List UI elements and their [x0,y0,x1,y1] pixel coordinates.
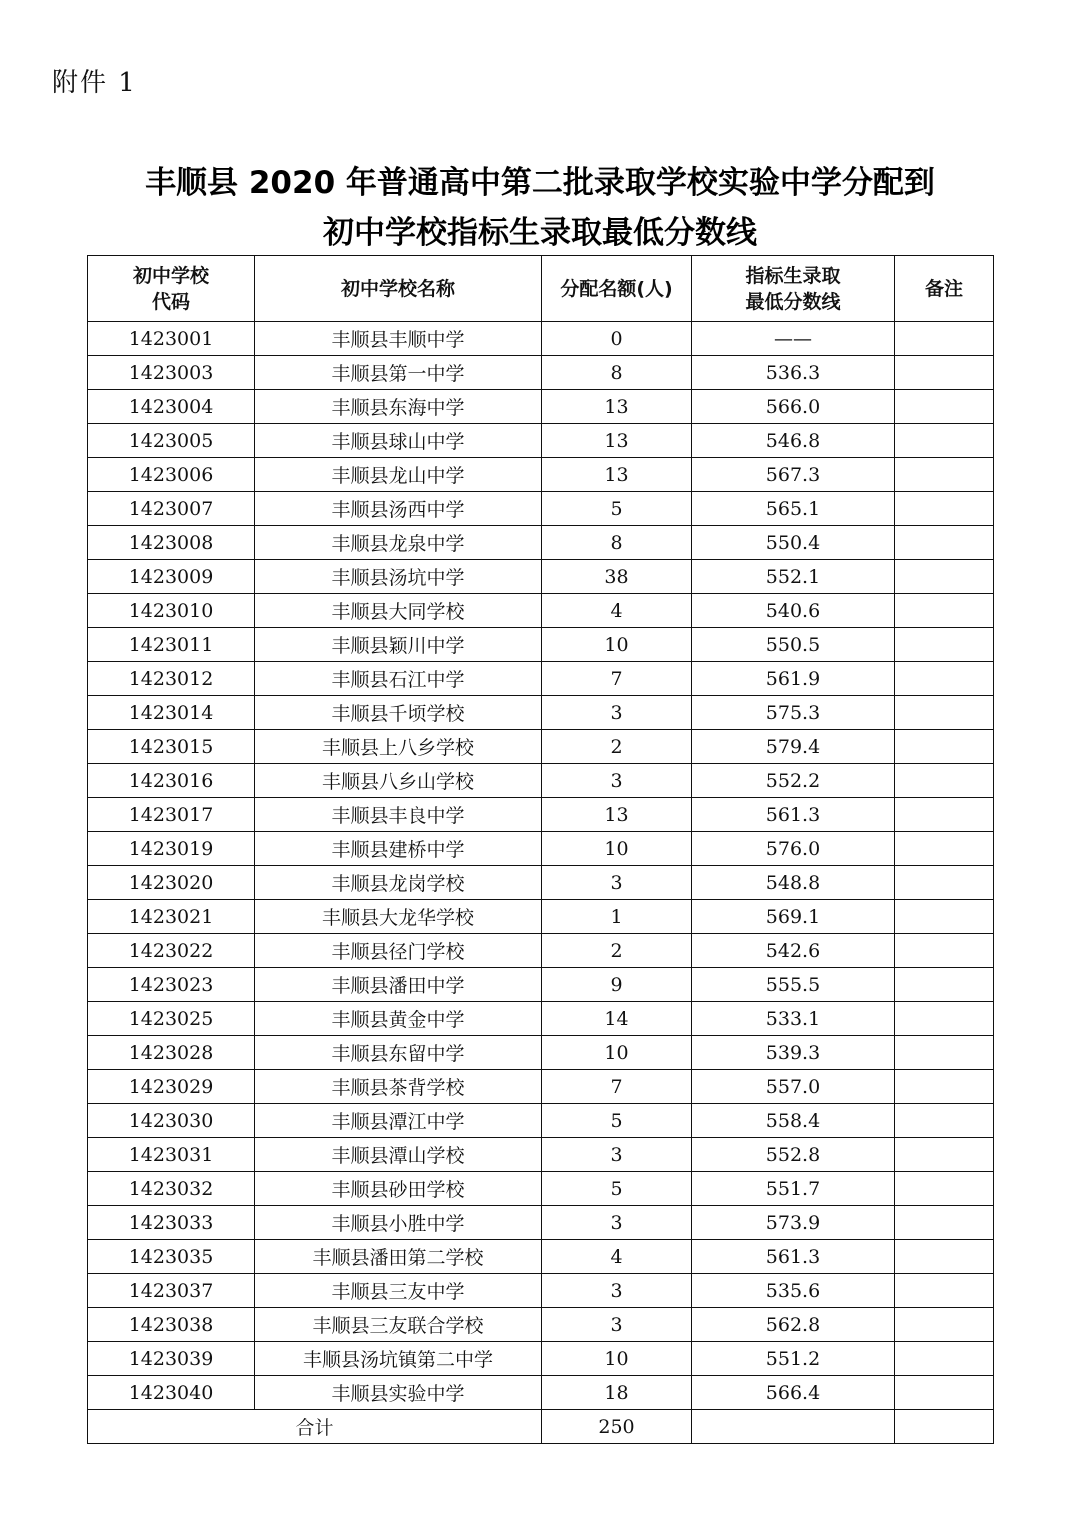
cell-min-score: 552.8 [692,1138,895,1172]
cell-min-score: 552.1 [692,560,895,594]
cell-min-score: 561.3 [692,1240,895,1274]
cell-quota: 9 [542,968,692,1002]
cell-min-score: 555.5 [692,968,895,1002]
table-row [88,492,994,526]
cell-quota: 8 [542,526,692,560]
cell-quota: 0 [542,322,692,356]
header-min-score-line1: 指标生录取 [745,264,841,287]
cell-remark [895,458,994,492]
table-row [88,968,994,1002]
cell-school-code: 1423005 [88,424,255,458]
cell-school-name: 丰顺县龙泉中学 [255,526,542,560]
table-row [88,1172,994,1206]
total-score [692,1410,895,1444]
cell-school-name: 丰顺县丰顺中学 [255,322,542,356]
cell-school-name: 丰顺县千顷学校 [255,696,542,730]
cell-remark [895,322,994,356]
cell-min-score: 579.4 [692,730,895,764]
table-row [88,1206,994,1240]
cell-min-score: 533.1 [692,1002,895,1036]
header-school-code-line1: 初中学校 [132,264,209,287]
cell-quota: 13 [542,424,692,458]
cell-remark [895,1376,994,1410]
cell-school-name: 丰顺县石江中学 [255,662,542,696]
cell-remark [895,696,994,730]
table-header-row [88,256,994,322]
cell-school-code: 1423006 [88,458,255,492]
cell-quota: 3 [542,1308,692,1342]
total-quota: 250 [542,1410,692,1444]
cell-quota: 5 [542,492,692,526]
cell-min-score: 539.3 [692,1036,895,1070]
cell-min-score: 562.8 [692,1308,895,1342]
cell-quota: 4 [542,594,692,628]
table-row [88,934,994,968]
cell-quota: 2 [542,934,692,968]
cell-quota: 3 [542,1138,692,1172]
table-row [88,390,994,424]
cell-school-code: 1423012 [88,662,255,696]
cell-min-score: 550.4 [692,526,895,560]
cell-remark [895,526,994,560]
cell-quota: 13 [542,390,692,424]
cell-school-code: 1423019 [88,832,255,866]
cell-school-code: 1423011 [88,628,255,662]
cell-min-score: 551.2 [692,1342,895,1376]
cell-remark [895,1172,994,1206]
cell-school-code: 1423017 [88,798,255,832]
cell-min-score: 565.1 [692,492,895,526]
cell-remark [895,424,994,458]
cell-school-name: 丰顺县龙岗学校 [255,866,542,900]
document-title-line2: 初中学校指标生录取最低分数线 [323,215,757,251]
cell-min-score: 566.0 [692,390,895,424]
cell-min-score: 557.0 [692,1070,895,1104]
cell-school-code: 1423038 [88,1308,255,1342]
cell-school-name: 丰顺县黄金中学 [255,1002,542,1036]
table-row [88,764,994,798]
cell-school-name: 丰顺县第一中学 [255,356,542,390]
cell-quota: 7 [542,1070,692,1104]
cell-school-name: 丰顺县小胜中学 [255,1206,542,1240]
table-row [88,1002,994,1036]
cell-remark [895,1206,994,1240]
cell-school-name: 丰顺县颖川中学 [255,628,542,662]
table-row [88,798,994,832]
table-row [88,832,994,866]
cell-remark [895,764,994,798]
score-table [87,255,994,1444]
cell-quota: 5 [542,1172,692,1206]
cell-min-score: 535.6 [692,1274,895,1308]
cell-school-name: 丰顺县东留中学 [255,1036,542,1070]
cell-remark [895,730,994,764]
table-row [88,1070,994,1104]
table-row [88,356,994,390]
cell-school-name: 丰顺县建桥中学 [255,832,542,866]
table-row [88,1308,994,1342]
cell-quota: 4 [542,1240,692,1274]
cell-min-score: 575.3 [692,696,895,730]
table-row [88,1240,994,1274]
cell-school-name: 丰顺县大龙华学校 [255,900,542,934]
cell-remark [895,1274,994,1308]
cell-remark [895,1070,994,1104]
header-min-score-line2: 最低分数线 [745,290,841,313]
table-row [88,696,994,730]
cell-remark [895,492,994,526]
cell-school-name: 丰顺县汤西中学 [255,492,542,526]
cell-quota: 10 [542,1342,692,1376]
cell-school-name: 丰顺县潭江中学 [255,1104,542,1138]
total-remark [895,1410,994,1444]
table-row [88,322,994,356]
cell-school-name: 丰顺县潘田第二学校 [255,1240,542,1274]
cell-school-code: 1423029 [88,1070,255,1104]
cell-remark [895,1308,994,1342]
cell-school-code: 1423031 [88,1138,255,1172]
cell-school-name: 丰顺县三友中学 [255,1274,542,1308]
cell-remark [895,560,994,594]
cell-school-name: 丰顺县八乡山学校 [255,764,542,798]
cell-school-code: 1423001 [88,322,255,356]
cell-quota: 3 [542,1206,692,1240]
cell-remark [895,968,994,1002]
cell-remark [895,390,994,424]
table-row [88,662,994,696]
cell-school-code: 1423014 [88,696,255,730]
cell-remark [895,628,994,662]
cell-remark [895,662,994,696]
cell-remark [895,1240,994,1274]
cell-remark [895,1104,994,1138]
cell-school-code: 1423007 [88,492,255,526]
cell-remark [895,1002,994,1036]
cell-quota: 10 [542,832,692,866]
header-remark: 备注 [895,256,994,322]
cell-min-score: 573.9 [692,1206,895,1240]
cell-quota: 14 [542,1002,692,1036]
header-school-code-line2: 代码 [151,290,190,313]
cell-min-score: 558.4 [692,1104,895,1138]
cell-school-code: 1423040 [88,1376,255,1410]
header-school-code [88,256,255,322]
cell-min-score: 552.2 [692,764,895,798]
table-row [88,866,994,900]
cell-school-code: 1423032 [88,1172,255,1206]
cell-remark [895,900,994,934]
cell-school-code: 1423003 [88,356,255,390]
cell-remark [895,1036,994,1070]
cell-quota: 13 [542,458,692,492]
cell-school-name: 丰顺县茶背学校 [255,1070,542,1104]
cell-school-name: 丰顺县实验中学 [255,1376,542,1410]
cell-school-code: 1423020 [88,866,255,900]
header-school-name: 初中学校名称 [255,256,542,322]
cell-school-name: 丰顺县汤坑中学 [255,560,542,594]
cell-school-code: 1423021 [88,900,255,934]
table-row [88,424,994,458]
total-row [88,1410,994,1444]
cell-remark [895,356,994,390]
cell-quota: 3 [542,1274,692,1308]
cell-min-score: 561.3 [692,798,895,832]
table-row [88,594,994,628]
table-row [88,526,994,560]
cell-school-code: 1423015 [88,730,255,764]
cell-remark [895,798,994,832]
cell-min-score: 548.8 [692,866,895,900]
cell-quota: 7 [542,662,692,696]
cell-school-name: 丰顺县龙山中学 [255,458,542,492]
cell-school-code: 1423039 [88,1342,255,1376]
cell-remark [895,1138,994,1172]
cell-min-score: —— [692,322,895,356]
cell-school-name: 丰顺县丰良中学 [255,798,542,832]
cell-remark [895,934,994,968]
cell-school-name: 丰顺县汤坑镇第二中学 [255,1342,542,1376]
cell-school-code: 1423009 [88,560,255,594]
cell-remark [895,1342,994,1376]
cell-quota: 38 [542,560,692,594]
cell-school-code: 1423033 [88,1206,255,1240]
cell-min-score: 542.6 [692,934,895,968]
table-row [88,458,994,492]
document-title-line1: 丰顺县 2020 年普通高中第二批录取学校实验中学分配到 [145,165,935,201]
cell-min-score: 540.6 [692,594,895,628]
cell-quota: 8 [542,356,692,390]
cell-quota: 2 [542,730,692,764]
cell-school-name: 丰顺县上八乡学校 [255,730,542,764]
table-row [88,560,994,594]
cell-school-code: 1423037 [88,1274,255,1308]
cell-school-name: 丰顺县潘田中学 [255,968,542,1002]
cell-min-score: 567.3 [692,458,895,492]
cell-school-code: 1423008 [88,526,255,560]
table-row [88,1342,994,1376]
total-label: 合计 [88,1410,542,1444]
cell-quota: 1 [542,900,692,934]
header-quota: 分配名额(人) [542,256,692,322]
cell-quota: 3 [542,866,692,900]
cell-school-code: 1423004 [88,390,255,424]
cell-school-name: 丰顺县径门学校 [255,934,542,968]
cell-min-score: 561.9 [692,662,895,696]
table-row [88,900,994,934]
cell-school-name: 丰顺县三友联合学校 [255,1308,542,1342]
cell-quota: 10 [542,628,692,662]
cell-school-code: 1423016 [88,764,255,798]
table-row [88,730,994,764]
cell-min-score: 569.1 [692,900,895,934]
cell-remark [895,832,994,866]
table-row [88,1036,994,1070]
cell-min-score: 550.5 [692,628,895,662]
cell-min-score: 536.3 [692,356,895,390]
table-body [88,322,994,1444]
cell-school-name: 丰顺县大同学校 [255,594,542,628]
cell-school-code: 1423023 [88,968,255,1002]
cell-remark [895,594,994,628]
cell-quota: 10 [542,1036,692,1070]
cell-school-name: 丰顺县潭山学校 [255,1138,542,1172]
cell-school-code: 1423022 [88,934,255,968]
cell-quota: 13 [542,798,692,832]
cell-min-score: 576.0 [692,832,895,866]
cell-quota: 3 [542,696,692,730]
cell-quota: 5 [542,1104,692,1138]
cell-remark [895,866,994,900]
table-row [88,1376,994,1410]
cell-quota: 3 [542,764,692,798]
cell-quota: 18 [542,1376,692,1410]
cell-school-name: 丰顺县球山中学 [255,424,542,458]
attachment-label: 附件 1 [52,68,137,98]
cell-school-name: 丰顺县东海中学 [255,390,542,424]
cell-school-name: 丰顺县砂田学校 [255,1172,542,1206]
cell-school-code: 1423025 [88,1002,255,1036]
cell-school-code: 1423030 [88,1104,255,1138]
table-row [88,1274,994,1308]
table-row [88,628,994,662]
cell-school-code: 1423028 [88,1036,255,1070]
cell-min-score: 551.7 [692,1172,895,1206]
cell-school-code: 1423035 [88,1240,255,1274]
table-row [88,1104,994,1138]
cell-min-score: 566.4 [692,1376,895,1410]
cell-school-code: 1423010 [88,594,255,628]
cell-min-score: 546.8 [692,424,895,458]
table-row [88,1138,994,1172]
header-min-score [692,256,895,322]
